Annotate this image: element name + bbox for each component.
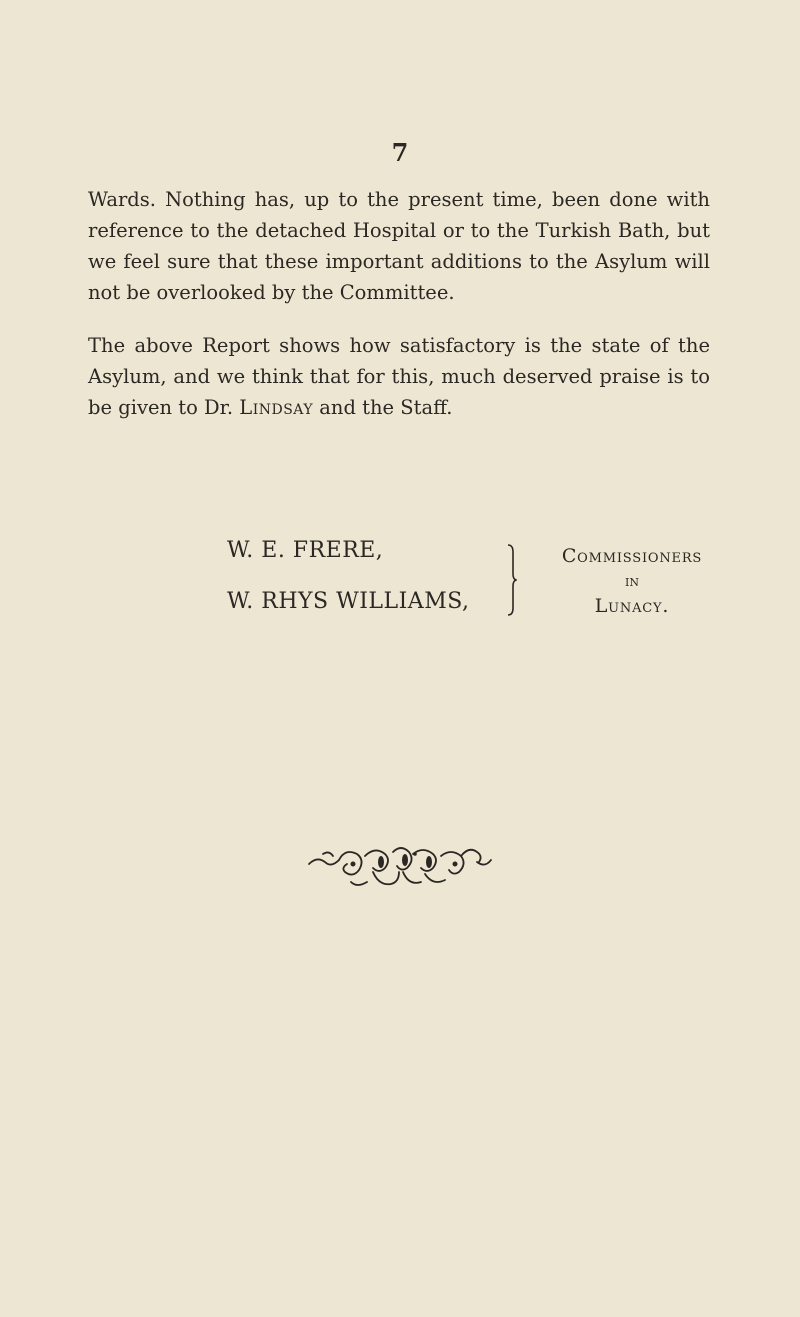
signature-williams: W. RHYS WILLIAMS, — [227, 589, 470, 614]
signature-frere: W. E. FRERE, — [227, 538, 384, 563]
decorative-tailpiece-icon — [305, 842, 495, 892]
right-brace-icon — [507, 544, 517, 616]
in-label: in — [625, 571, 639, 590]
commissioners-label: Commissioners — [561, 545, 703, 567]
page-number: 7 — [391, 138, 409, 167]
paragraph-report — [88, 330, 710, 423]
signature-block — [227, 536, 727, 646]
paragraph-report-text-end: and the Staff. — [313, 396, 453, 419]
paragraph-report-text-start: The above Report shows how satisfactory is the state of the Asylum, and we think that for this, much deserved praise is to be given to Dr. — [88, 334, 710, 419]
lunacy-label: Lunacy. — [594, 595, 670, 617]
commissioners-title — [537, 542, 727, 620]
name-lindsay: Lindsay — [239, 396, 314, 419]
paragraph-wards: Wards. Nothing has, up to the present time, been done with reference to the detached Hospital or to the Turkish Bath, but we feel sure that these important additions to the Asylum will not be overlooked by the Committee. — [88, 188, 710, 304]
